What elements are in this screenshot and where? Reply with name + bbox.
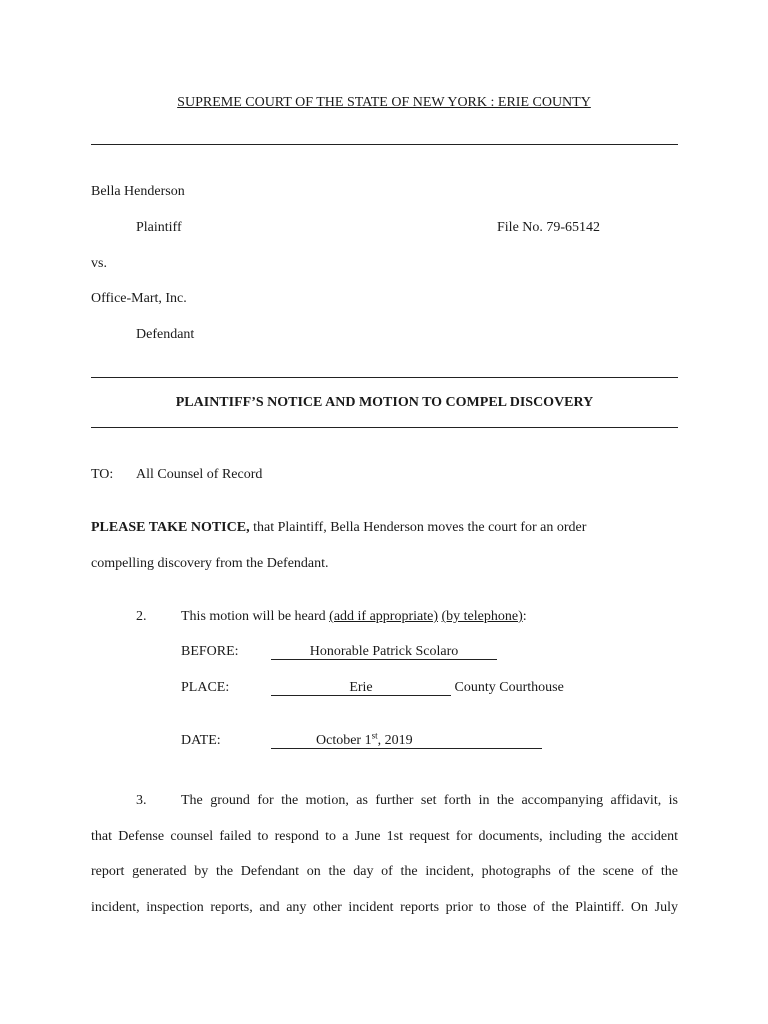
to-recipient: All Counsel of Record [136,467,263,482]
item-3-number: 3. [136,793,147,808]
title-top-rule [91,377,678,378]
to-label: TO: [91,467,114,482]
hearing-intro: This motion will be heard [181,609,330,624]
title-bottom-rule [91,427,678,428]
item-3-line-1: The ground for the motion, as further set forth in the accompanying affidavit, is [181,793,678,808]
option-by-telephone: (by telephone) [441,609,523,624]
plaintiff-name: Bella Henderson [91,184,185,199]
date-field [271,732,542,750]
defendant-role: Defendant [136,327,195,342]
versus-label: vs. [91,256,107,271]
place-label: PLACE: [181,680,230,695]
hearing-date: October 1st, 2019 [271,733,542,749]
document-title: PLAINTIFF’S NOTICE AND MOTION TO COMPEL DISCOVERY [175,395,594,410]
notice-lead: PLEASE TAKE NOTICE, [91,520,250,535]
notice-text: that Plaintiff, Bella Henderson moves the court for an order [249,520,587,535]
before-label: BEFORE: [181,644,239,659]
plaintiff-role: Plaintiff [136,220,182,235]
date-label: DATE: [181,733,221,748]
place-value: Erie [271,680,451,696]
notice-line-2: compelling discovery from the Defendant. [91,556,329,571]
item-3-line-4: incident, inspection reports, and any other incident reports prior to those of the Plaintiff. On July [91,899,678,915]
defendant-name: Office-Mart, Inc. [91,291,187,306]
before-field [271,643,497,661]
place-field [271,679,564,697]
item-3-line-2: that Defense counsel failed to respond to a June 1st request for documents, including the accident [91,828,678,844]
item-3-paragraph [91,783,678,925]
caption-top-rule [91,144,678,145]
hearing-line: This motion will be heard (add if appropriate) (by telephone): [181,609,527,624]
place-suffix: County Courthouse [454,680,564,695]
notice-line-1 [91,519,586,537]
file-number: File No. 79-65142 [497,220,601,235]
court-heading: SUPREME COURT OF THE STATE OF NEW YORK : ERIE COUNTY [177,95,591,110]
option-add-if-appropriate: (add if appropriate) [329,609,438,624]
judge-name: Honorable Patrick Scolaro [271,644,497,660]
item-3-line-3: report generated by the Defendant on the day of the incident, photographs of the scene of the [91,864,678,879]
item-2-number: 2. [136,609,147,624]
